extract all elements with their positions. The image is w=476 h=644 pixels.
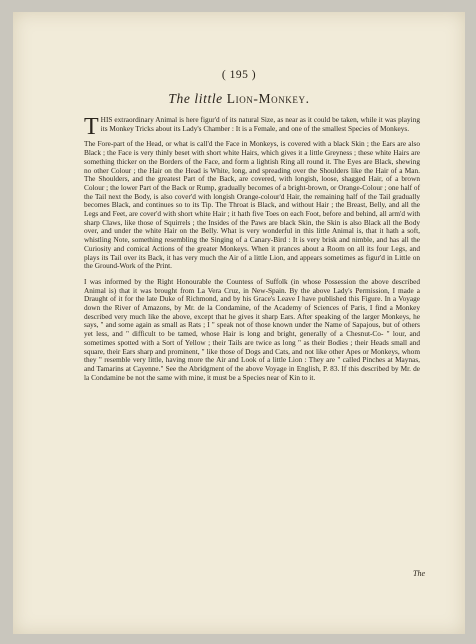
text-body — [84, 116, 420, 389]
paragraph-provenance: I was informed by the Right Honourable the Countess of Suffolk (in whose Possession the above described Animal is) that it was brought from La Vera Cruz, in New-Spain. By the above Lady's Permission, I made a Draught of it for the late Duke of Richmond, and by his Grace's Leave I have published this Figure. In a Voyage down the River of Amazons, by Mr. de la Condamine, of the Academy of Sciences of Paris, I find a Monkey described very much like the above, except that he gives it sharp Ears. After speaking of the larger Monkeys, he says, " and some again as small as Rats ; I " speak not of those known under the Name of Sapajous, but of others yet less, and " difficult to be tamed, whose Hair is long and bright, generally of a Chesnut-Co- " lour, and sometimes spotted with a Sort of Yellow ; their Tails are twice as long " as their Bodies ; their Heads small and square, their Ears sharp and prominent, " like those of Dogs and Cats, and not like other Apes or Monkeys, whom they " resemble very little, having more the Air and Look of a little Lion : They are " called Pinches at Maynas, and Tamarins at Cayenne." See the Abridgment of the above Voyage in English, P. 83. If this described by Mr. de la Condamine be not the same with mine, it must be a Species near of Kin to it. — [84, 276, 420, 382]
paragraph-description: The Fore-part of the Head, or what is call'd the Face in Monkeys, is covered with a black Skin ; the Ears are also Black ; the Face is very thinly beset with short white Hairs, which gives it a little Greyness ; these white Hairs are something thicker on the Borders of the Face, and form a lightish Ring all round it. The Eyes are Black, shewing no other Colour ; the Hair on the Head is White, long, and spreading over the Shoulders like the Hair of a Man. The Shoulders, and the greatest Part of the Back, are covered, with longish, loose, shagged Hair, of a brown Colour ; the lower Part of the Back or Rump, gradually becomes of a bright-brown, or Orange-Colour ; one half of the Tail next the Body, is also cover'd with longish Orange-colour'd Hair, the remaining half of the Tail gradually becomes Black, and continues so to its Tip. The Throat is Black, and without Hair ; the Breast, Belly, and all the Legs and Feet, are cover'd with short white Hair ; it hath five Toes on each Foot, before and behind, all arm'd with sharp Claws, like those of Squirrels ; the Insides of the Paws are black Skin, the Skin is also Black all the Body over, and under the white Hair on the Belly. What is very wonderful in this little Animal is, that it hath a soft, whistling Note, something resembling the Singing of a Canary-Bird : It is very brisk and nimble, and has all the Curiosity and comical Actions of the greater Monkeys. When it prances about a Room on all its four Legs, and plays its Tail over its Back, it has very much the Air of a little Lion, and appears sometimes as figur'd in Little on the Ground-Work of the Print. — [84, 139, 420, 271]
catchword: The — [413, 569, 425, 578]
paragraph-intro-text: HIS extraordinary Animal is here figur'd of its natural Size, as near as it could be taken, while it was playing its Monkey Tricks about its Lady's Chamber : It is a Female, and one of the smallest Species of Monkeys. — [100, 115, 420, 133]
drop-cap: T — [84, 114, 99, 140]
page-number: ( 195 ) — [221, 69, 257, 81]
book-page — [13, 12, 465, 634]
paragraph-intro — [84, 114, 420, 140]
title-main: Lion-Monkey. — [226, 91, 310, 106]
title-prefix: The little — [168, 91, 223, 106]
page-title — [13, 91, 465, 107]
